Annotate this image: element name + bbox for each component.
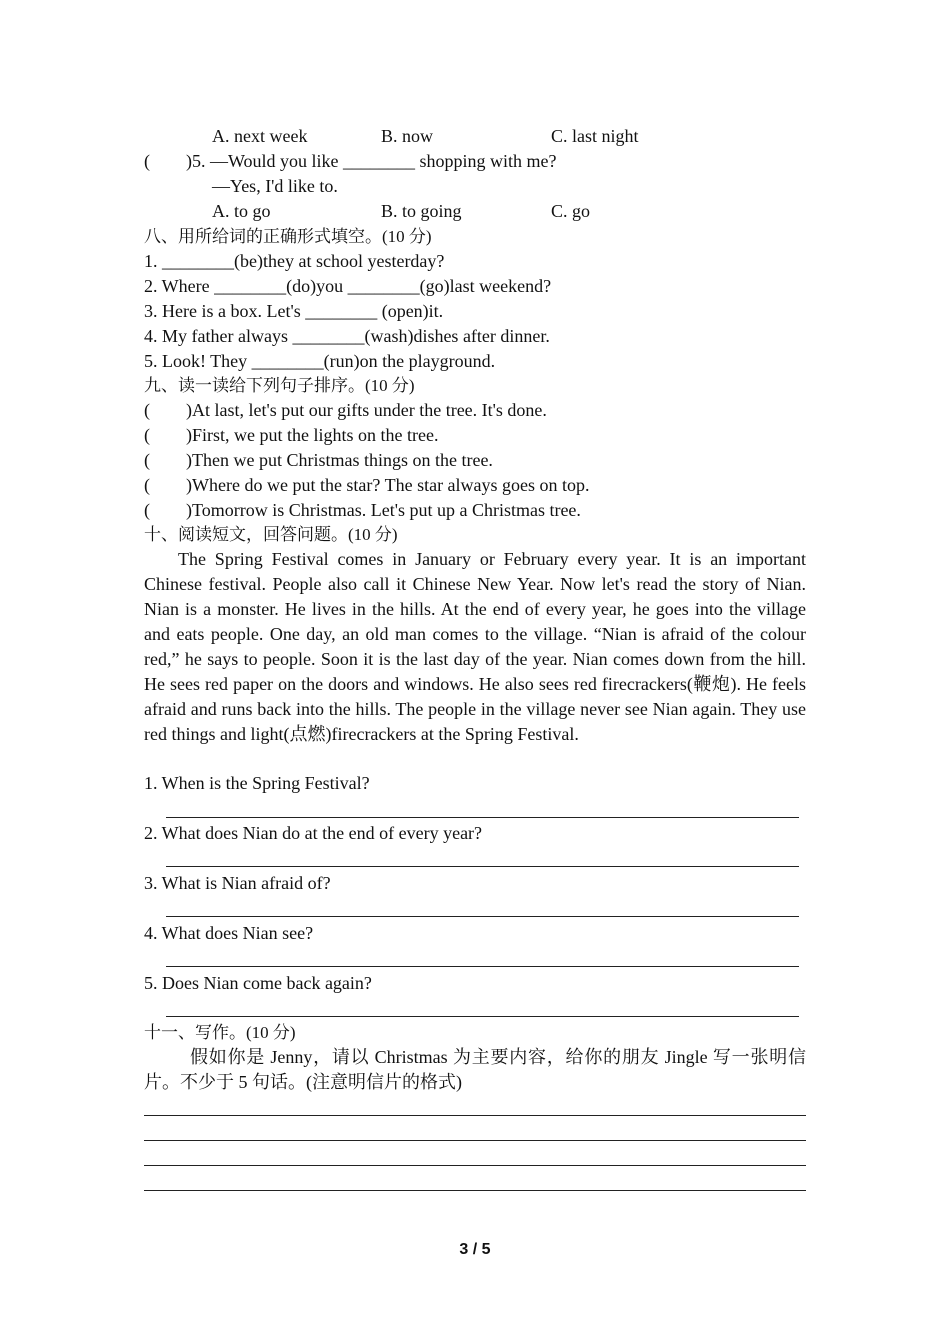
section11-heading: 十一、写作。(10 分) <box>144 1023 296 1042</box>
writing-line-2[interactable] <box>144 1140 806 1141</box>
q4-option-b: B. now <box>381 126 434 146</box>
q5-option-a: A. to go <box>212 201 271 221</box>
q4-option-c: C. last night <box>551 126 639 146</box>
fill-item-5: 5. Look! They ________(run)on the playground. <box>144 351 496 371</box>
reading-question-1: 1. When is the Spring Festival? <box>144 773 370 793</box>
answer-line-3[interactable] <box>166 916 799 917</box>
writing-line-3[interactable] <box>144 1165 806 1166</box>
reading-question-2: 2. What does Nian do at the end of every year? <box>144 823 483 843</box>
order-item-2: ( )First, we put the lights on the tree. <box>144 425 439 445</box>
q5-option-c: C. go <box>551 201 591 221</box>
answer-line-1[interactable] <box>166 817 799 818</box>
q5-reply: —Yes, I'd like to. <box>212 176 338 196</box>
answer-line-5[interactable] <box>166 1016 799 1017</box>
fill-item-1: 1. ________(be)they at school yesterday? <box>144 251 445 271</box>
fill-item-2: 2. Where ________(do)you ________(go)last weekend? <box>144 276 552 296</box>
writing-prompt: 假如你是 Jenny，请以 Christmas 为主要内容，给你的朋友 Jingle 写一张明信片。不少于 5 句话。(注意明信片的格式) <box>144 1047 806 1092</box>
fill-item-3: 3. Here is a box. Let's ________ (open)it. <box>144 301 444 321</box>
section8-heading: 八、用所给词的正确形式填空。(10 分) <box>144 227 432 246</box>
reading-question-5: 5. Does Nian come back again? <box>144 973 372 993</box>
section10-heading: 十、阅读短文，回答问题。(10 分) <box>144 525 398 544</box>
writing-line-4[interactable] <box>144 1190 806 1191</box>
section9-heading: 九、读一读给下列句子排序。(10 分) <box>144 376 415 395</box>
answer-line-2[interactable] <box>166 866 799 867</box>
order-item-4: ( )Where do we put the star? The star always goes on top. <box>144 475 590 495</box>
answer-line-4[interactable] <box>166 966 799 967</box>
writing-line-1[interactable] <box>144 1115 806 1116</box>
q5-option-b: B. to going <box>381 201 462 221</box>
order-item-1: ( )At last, let's put our gifts under the tree. It's done. <box>144 400 547 420</box>
reading-passage: The Spring Festival comes in January or February every year. It is an important Chinese festival. People also call it Chinese New Year. Now let's read the story of Nian. Nian is a monster. He lives in the hills. At the end of every year, he goes into the village and eats people. One day, an old man comes to the village. “Nian is afraid of the colour red,” he says to people. Soon it is the last day of the year. Nian comes down from the hill. He sees red paper on the doors and windows. He also sees red firecrackers(鞭炮). He feels afraid and runs back into the hills. The people in the village never see Nian again. They use red things and light(点燃)firecrackers at the Spring Festival. <box>144 549 806 744</box>
reading-question-3: 3. What is Nian afraid of? <box>144 873 331 893</box>
order-item-3: ( )Then we put Christmas things on the tree. <box>144 450 493 470</box>
reading-question-4: 4. What does Nian see? <box>144 923 314 943</box>
page-number: 3 / 5 <box>459 1241 491 1258</box>
order-item-5: ( )Tomorrow is Christmas. Let's put up a Christmas tree. <box>144 500 581 520</box>
q5-question: ( )5. —Would you like ________ shopping with me? <box>144 151 557 171</box>
fill-item-4: 4. My father always ________(wash)dishes after dinner. <box>144 326 550 346</box>
q4-option-a: A. next week <box>212 126 308 146</box>
